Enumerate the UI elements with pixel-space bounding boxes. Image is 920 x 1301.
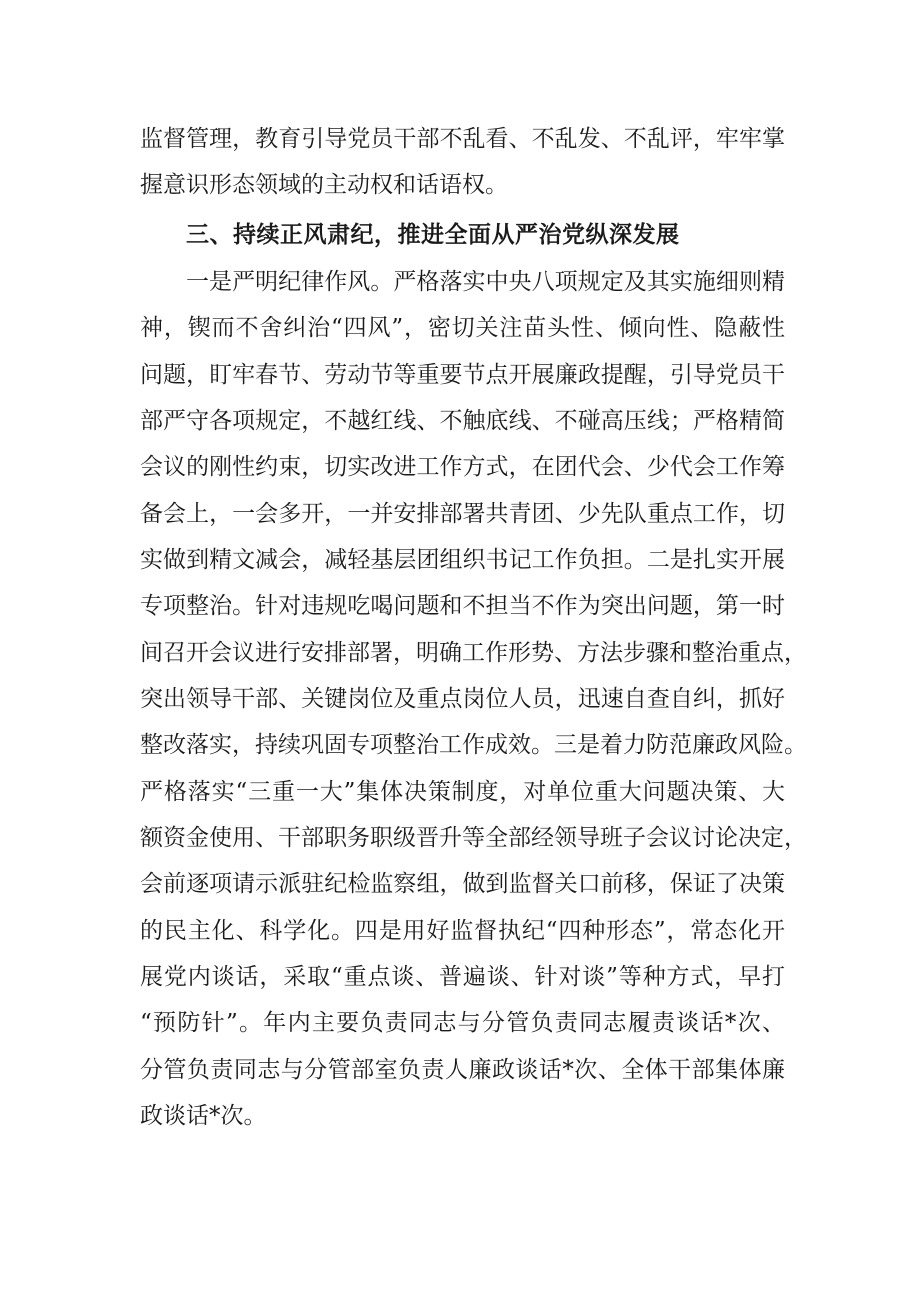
body-line-2: 神，锲而不舍纠治“四风”，密切关注苗头性、倾向性、隐蔽性 (140, 315, 785, 341)
body-line-16: 展党内谈话，采取“重点谈、普遍谈、针对谈”等种方式，早打 (140, 964, 785, 990)
body-line-6: 备会上，一会多开，一并安排部署共青团、少先队重点工作，切 (140, 501, 785, 527)
section-heading: 三、持续正风肃纪，推进全面从严治党纵深发展 (186, 222, 680, 248)
body-line-17: “预防针”。年内主要负责同志与分管负责同志履责谈话*次、 (140, 1010, 785, 1036)
body-line-4: 部严守各项规定，不越红线、不触底线、不碰高压线；严格精简 (140, 408, 785, 434)
paragraph-line-prev-2: 握意识形态领域的主动权和话语权。 (140, 172, 508, 198)
body-line-12: 严格落实“三重一大”集体决策制度，对单位重大问题决策、大 (140, 779, 785, 805)
body-line-14: 会前逐项请示派驻纪检监察组，做到监督关口前移，保证了决策 (140, 871, 785, 897)
body-line-1: 一是严明纪律作风。严格落实中央八项规定及其实施细则精 (186, 269, 785, 295)
body-line-19: 政谈话*次。 (140, 1103, 267, 1129)
body-line-13: 额资金使用、干部职务职级晋升等全部经领导班子会议讨论决定， (140, 825, 807, 851)
body-line-7: 实做到精文减会，减轻基层团组织书记工作负担。二是扎实开展 (140, 547, 785, 573)
body-line-3: 问题，盯牢春节、劳动节等重要节点开展廉政提醒，引导党员干 (140, 362, 785, 388)
body-line-5: 会议的刚性约束，切实改进工作方式，在团代会、少代会工作筹 (140, 454, 785, 480)
body-line-15: 的民主化、科学化。四是用好监督执纪“四种形态”，常态化开 (140, 918, 785, 944)
body-line-18: 分管负责同志与分管部室负责人廉政谈话*次、全体干部集体廉 (140, 1057, 785, 1083)
body-line-9: 间召开会议进行安排部署，明确工作形势、方法步骤和整治重点， (140, 640, 807, 666)
body-line-10: 突出领导干部、关键岗位及重点岗位人员，迅速自查自纠，抓好 (140, 686, 785, 712)
paragraph-line-prev-1: 监督管理，教育引导党员干部不乱看、不乱发、不乱评，牢牢掌 (140, 126, 785, 152)
body-line-8: 专项整治。针对违规吃喝问题和不担当不作为突出问题，第一时 (140, 593, 785, 619)
body-line-11: 整改落实，持续巩固专项整治工作成效。三是着力防范廉政风险。 (140, 732, 807, 758)
